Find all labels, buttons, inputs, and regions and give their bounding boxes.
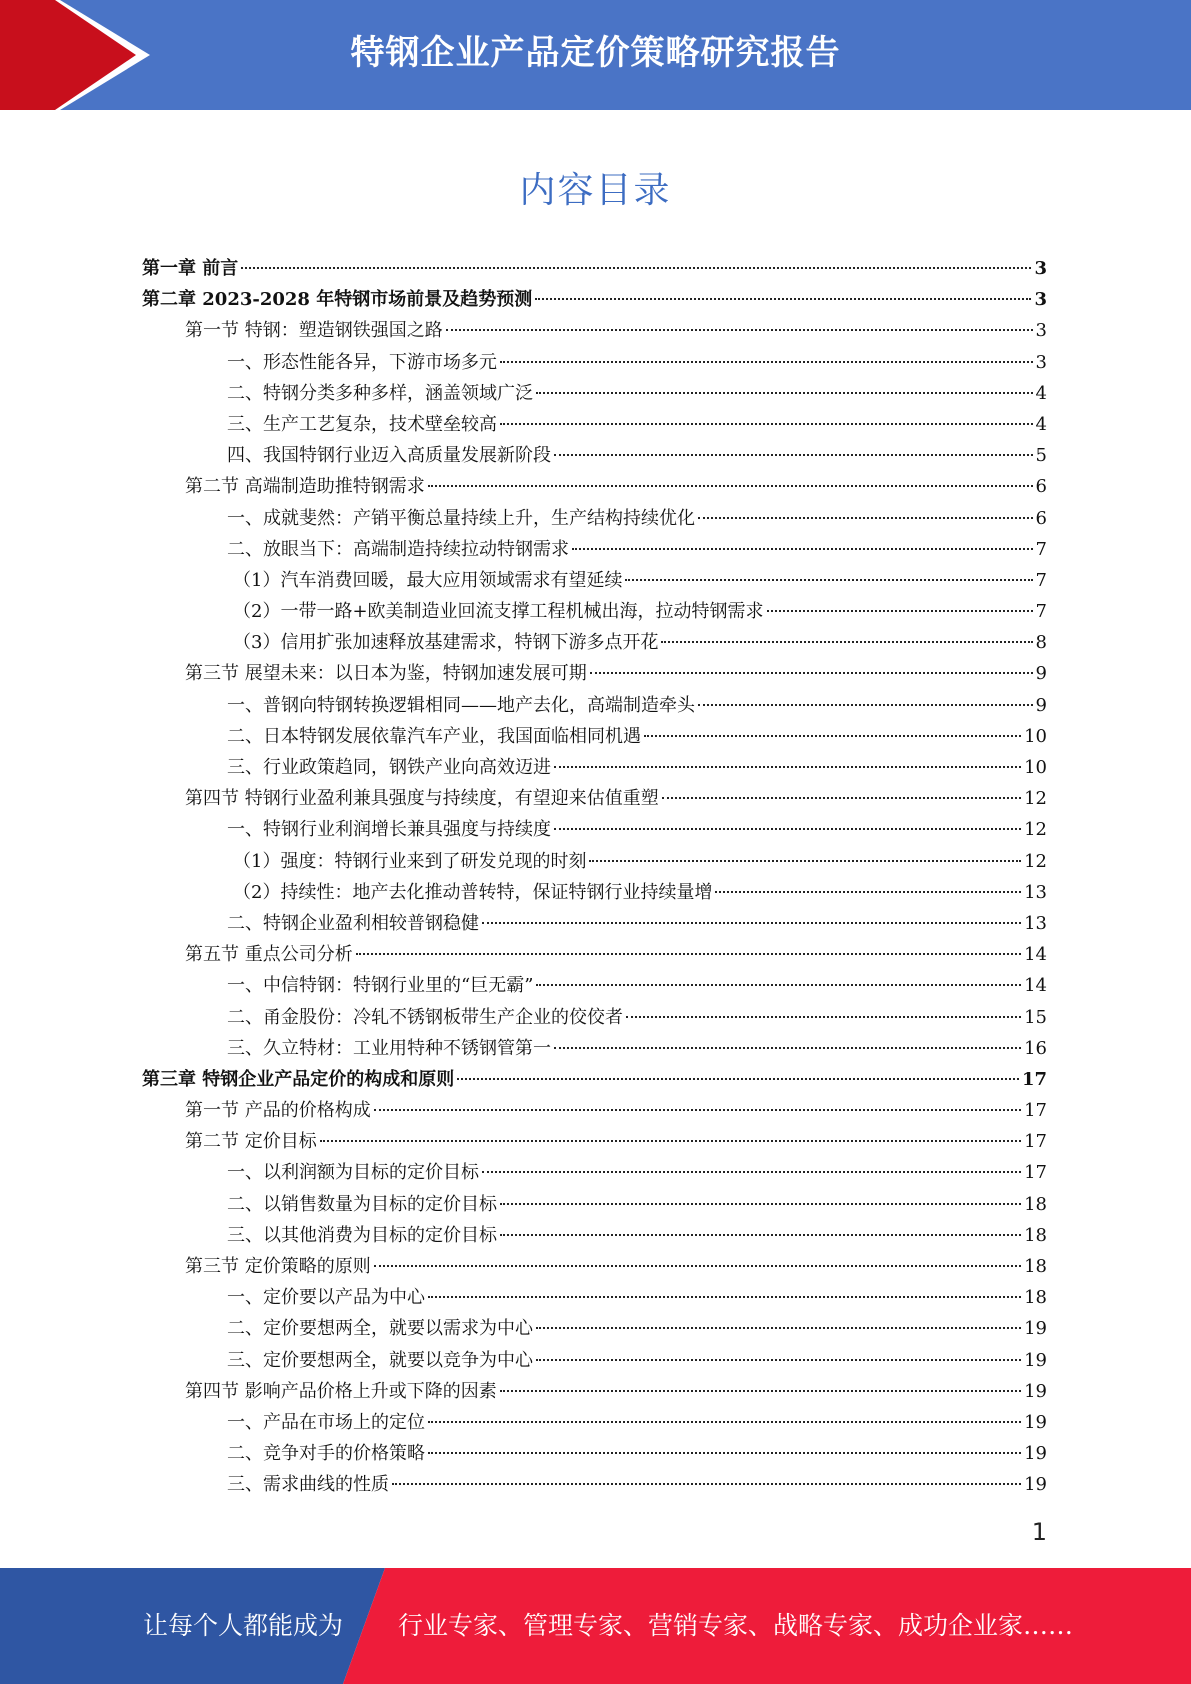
table-of-contents bbox=[142, 253, 1047, 1501]
toc-entry[interactable] bbox=[142, 939, 1047, 970]
toc-entry-page: 19 bbox=[1024, 1411, 1047, 1433]
toc-entry-label: 二、竞争对手的价格策略 bbox=[227, 1443, 425, 1465]
toc-dot-leader bbox=[428, 1296, 1021, 1298]
toc-entry-label: 一、定价要以产品为中心 bbox=[227, 1287, 425, 1309]
toc-entry[interactable] bbox=[142, 503, 1047, 534]
toc-entry-page: 10 bbox=[1024, 725, 1047, 747]
toc-entry-page: 6 bbox=[1035, 507, 1047, 529]
toc-entry-page: 7 bbox=[1035, 538, 1047, 560]
toc-entry-label: （2）持续性：地产去化推动普转特，保证特钢行业持续量增 bbox=[233, 881, 713, 903]
toc-dot-leader bbox=[554, 454, 1033, 456]
toc-entry-label: 一、普钢向特钢转换逻辑相同——地产去化，高端制造牵头 bbox=[227, 694, 695, 716]
toc-entry-label: 第二节 高端制造助推特钢需求 bbox=[185, 476, 425, 498]
toc-dot-leader bbox=[715, 891, 1021, 893]
toc-entry-page: 9 bbox=[1035, 663, 1047, 685]
toc-entry[interactable] bbox=[142, 783, 1047, 814]
footer-slogan-right: 行业专家、管理专家、营销专家、战略专家、成功企业家…… bbox=[398, 1611, 1074, 1640]
toc-entry-label: 三、需求曲线的性质 bbox=[227, 1474, 389, 1496]
toc-dot-leader bbox=[457, 1078, 1019, 1080]
toc-entry-page: 7 bbox=[1035, 601, 1047, 623]
toc-entry-label: 二、日本特钢发展依靠汽车产业，我国面临相同机遇 bbox=[227, 725, 641, 747]
toc-entry[interactable] bbox=[142, 1376, 1047, 1407]
toc-entry-label: 第二章 2023-2028 年特钢市场前景及趋势预测 bbox=[142, 289, 533, 311]
toc-entry-label: 第一节 产品的价格构成 bbox=[185, 1100, 371, 1122]
toc-entry-page: 19 bbox=[1024, 1318, 1047, 1340]
toc-dot-leader bbox=[482, 922, 1021, 924]
toc-entry-label: 第四节 影响产品价格上升或下降的因素 bbox=[185, 1380, 497, 1402]
toc-entry-page: 6 bbox=[1035, 476, 1047, 498]
toc-dot-leader bbox=[554, 766, 1021, 768]
toc-entry-label: 第三章 特钢企业产品定价的构成和原则 bbox=[142, 1068, 455, 1090]
toc-entry-page: 12 bbox=[1024, 850, 1047, 872]
toc-entry[interactable] bbox=[142, 1002, 1047, 1033]
toc-dot-leader bbox=[536, 1359, 1021, 1361]
toc-entry-label: 三、定价要想两全，就要以竞争为中心 bbox=[227, 1349, 533, 1371]
page-footer bbox=[0, 1568, 1191, 1684]
toc-entry[interactable] bbox=[142, 1469, 1047, 1500]
toc-entry-page: 5 bbox=[1035, 445, 1047, 467]
toc-dot-leader bbox=[374, 1109, 1021, 1111]
toc-entry-label: 一、以利润额为目标的定价目标 bbox=[227, 1162, 479, 1184]
toc-entry-page: 7 bbox=[1035, 569, 1047, 591]
toc-entry[interactable] bbox=[142, 534, 1047, 565]
toc-entry[interactable] bbox=[142, 846, 1047, 877]
toc-entry-label: 二、甬金股份：冷轧不锈钢板带生产企业的佼佼者 bbox=[227, 1006, 623, 1028]
toc-dot-leader bbox=[536, 984, 1021, 986]
toc-entry[interactable] bbox=[142, 565, 1047, 596]
toc-entry-page: 3 bbox=[1035, 320, 1047, 342]
toc-entry-page: 13 bbox=[1024, 881, 1047, 903]
toc-dot-leader bbox=[320, 1140, 1021, 1142]
toc-entry-page: 18 bbox=[1024, 1287, 1047, 1309]
toc-entry[interactable] bbox=[142, 440, 1047, 471]
toc-entry[interactable] bbox=[142, 627, 1047, 658]
toc-dot-leader bbox=[554, 828, 1021, 830]
toc-entry-page: 13 bbox=[1024, 912, 1047, 934]
toc-entry-page: 15 bbox=[1024, 1006, 1047, 1028]
toc-entry-label: 一、中信特钢：特钢行业里的“巨无霸” bbox=[227, 975, 534, 997]
toc-entry[interactable] bbox=[142, 814, 1047, 845]
toc-entry[interactable] bbox=[142, 970, 1047, 1001]
toc-entry-label: 第一章 前言 bbox=[142, 258, 239, 279]
toc-entry[interactable] bbox=[142, 1157, 1047, 1188]
toc-dot-leader bbox=[500, 1203, 1021, 1205]
toc-entry-label: 三、生产工艺复杂，技术壁垒较高 bbox=[227, 413, 497, 435]
toc-entry-label: 一、特钢行业利润增长兼具强度与持续度 bbox=[227, 819, 551, 841]
toc-entry[interactable] bbox=[142, 1313, 1047, 1344]
report-title: 特钢企业产品定价策略研究报告 bbox=[350, 33, 841, 73]
toc-entry-page: 16 bbox=[1024, 1037, 1047, 1059]
toc-entry-label: 第一节 特钢：塑造钢铁强国之路 bbox=[185, 320, 443, 342]
toc-entry[interactable] bbox=[142, 315, 1047, 346]
toc-dot-leader bbox=[374, 1265, 1021, 1267]
toc-entry[interactable] bbox=[142, 1095, 1047, 1126]
toc-entry-label: 三、久立特材：工业用特种不锈钢管第一 bbox=[227, 1037, 551, 1059]
toc-entry-page: 19 bbox=[1024, 1443, 1047, 1465]
toc-dot-leader bbox=[698, 704, 1033, 706]
toc-entry-label: 第二节 定价目标 bbox=[185, 1131, 317, 1153]
toc-entry[interactable] bbox=[142, 1064, 1047, 1095]
toc-entry[interactable] bbox=[142, 1407, 1047, 1438]
toc-entry-label: 第四节 特钢行业盈利兼具强度与持续度，有望迎来估值重塑 bbox=[185, 788, 659, 810]
toc-entry[interactable] bbox=[142, 1251, 1047, 1282]
toc-entry[interactable] bbox=[142, 409, 1047, 440]
toc-dot-leader bbox=[767, 610, 1033, 612]
toc-dot-leader bbox=[590, 672, 1033, 674]
toc-entry-page: 17 bbox=[1024, 1100, 1047, 1122]
toc-entry[interactable] bbox=[142, 658, 1047, 689]
toc-entry-page: 4 bbox=[1035, 413, 1047, 435]
toc-dot-leader bbox=[554, 1047, 1021, 1049]
toc-entry-label: （1）强度：特钢行业来到了研发兑现的时刻 bbox=[233, 850, 587, 872]
toc-entry-label: 四、我国特钢行业迈入高质量发展新阶段 bbox=[227, 445, 551, 467]
toc-entry-page: 18 bbox=[1024, 1193, 1047, 1215]
toc-entry-label: 一、成就斐然：产销平衡总量持续上升，生产结构持续优化 bbox=[227, 507, 695, 529]
toc-entry[interactable] bbox=[142, 378, 1047, 409]
toc-entry[interactable] bbox=[142, 1282, 1047, 1313]
toc-dot-leader bbox=[698, 517, 1033, 519]
toc-entry-page: 8 bbox=[1035, 632, 1047, 654]
page-number: 1 bbox=[1031, 1518, 1047, 1546]
toc-entry[interactable] bbox=[142, 1345, 1047, 1376]
toc-entry-page: 4 bbox=[1035, 382, 1047, 404]
toc-dot-leader bbox=[392, 1483, 1021, 1485]
toc-entry[interactable] bbox=[142, 284, 1047, 315]
toc-dot-leader bbox=[500, 1390, 1021, 1392]
toc-entry-page: 3 bbox=[1035, 351, 1047, 373]
toc-entry-page: 18 bbox=[1024, 1256, 1047, 1277]
toc-entry-label: 第三节 展望未来：以日本为鉴，特钢加速发展可期 bbox=[185, 663, 587, 685]
toc-entry[interactable] bbox=[142, 347, 1047, 378]
toc-dot-leader bbox=[428, 1421, 1021, 1423]
toc-entry-page: 14 bbox=[1024, 975, 1047, 997]
toc-entry-page: 12 bbox=[1024, 788, 1047, 810]
toc-entry-label: （2）一带一路+欧美制造业回流支撑工程机械出海，拉动特钢需求 bbox=[233, 601, 764, 623]
toc-entry[interactable] bbox=[142, 1033, 1047, 1064]
toc-entry-page: 3 bbox=[1034, 258, 1047, 279]
toc-entry[interactable] bbox=[142, 908, 1047, 939]
toc-entry-label: 一、产品在市场上的定位 bbox=[227, 1411, 425, 1433]
toc-entry-label: 二、定价要想两全，就要以需求为中心 bbox=[227, 1318, 533, 1340]
toc-entry-label: 第三节 定价策略的原则 bbox=[185, 1256, 371, 1277]
toc-entry[interactable] bbox=[142, 877, 1047, 908]
toc-entry[interactable] bbox=[142, 1438, 1047, 1469]
toc-entry[interactable] bbox=[142, 1189, 1047, 1220]
toc-entry-page: 17 bbox=[1021, 1068, 1047, 1090]
toc-entry-page: 17 bbox=[1024, 1162, 1047, 1184]
toc-dot-leader bbox=[500, 423, 1033, 425]
toc-entry-label: 第五节 重点公司分析 bbox=[185, 944, 353, 966]
toc-dot-leader bbox=[572, 548, 1033, 550]
toc-entry-page: 19 bbox=[1024, 1474, 1047, 1496]
toc-dot-leader bbox=[446, 329, 1033, 331]
toc-entry-label: （3）信用扩张加速释放基建需求，特钢下游多点开花 bbox=[233, 632, 659, 654]
toc-entry[interactable] bbox=[142, 721, 1047, 752]
toc-dot-leader bbox=[428, 1452, 1021, 1454]
toc-entry-label: 二、特钢企业盈利相较普钢稳健 bbox=[227, 912, 479, 934]
toc-entry[interactable] bbox=[142, 752, 1047, 783]
toc-entry[interactable] bbox=[142, 1220, 1047, 1251]
toc-entry[interactable] bbox=[142, 471, 1047, 502]
toc-heading: 内容目录 bbox=[519, 170, 672, 211]
toc-entry-page: 14 bbox=[1024, 944, 1047, 966]
toc-entry-page: 3 bbox=[1034, 289, 1047, 311]
toc-dot-leader bbox=[482, 1171, 1021, 1173]
toc-dot-leader bbox=[500, 361, 1033, 363]
toc-entry-label: 二、以销售数量为目标的定价目标 bbox=[227, 1193, 497, 1215]
toc-entry-label: 三、行业政策趋同，钢铁产业向高效迈进 bbox=[227, 757, 551, 778]
toc-dot-leader bbox=[241, 267, 1031, 269]
toc-entry[interactable] bbox=[142, 253, 1047, 284]
toc-entry-label: 三、以其他消费为目标的定价目标 bbox=[227, 1224, 497, 1246]
toc-dot-leader bbox=[536, 392, 1033, 394]
toc-dot-leader bbox=[644, 735, 1021, 737]
toc-entry-label: 二、特钢分类多种多样，涵盖领域广泛 bbox=[227, 382, 533, 404]
toc-dot-leader bbox=[626, 1016, 1021, 1018]
toc-entry-page: 19 bbox=[1024, 1349, 1047, 1371]
toc-entry-label: 一、形态性能各异，下游市场多元 bbox=[227, 351, 497, 373]
toc-dot-leader bbox=[536, 1327, 1021, 1329]
toc-dot-leader bbox=[661, 641, 1032, 643]
toc-entry[interactable] bbox=[142, 1126, 1047, 1157]
toc-entry-page: 18 bbox=[1024, 1224, 1047, 1246]
toc-dot-leader bbox=[535, 298, 1031, 300]
toc-entry-label: （1）汽车消费回暖，最大应用领域需求有望延续 bbox=[233, 569, 623, 591]
toc-entry-page: 9 bbox=[1035, 694, 1047, 716]
toc-dot-leader bbox=[500, 1234, 1021, 1236]
toc-dot-leader bbox=[662, 797, 1021, 799]
toc-entry-page: 19 bbox=[1024, 1380, 1047, 1402]
toc-dot-leader bbox=[625, 579, 1032, 581]
page-header bbox=[0, 0, 1191, 110]
toc-dot-leader bbox=[356, 953, 1021, 955]
toc-entry-page: 12 bbox=[1024, 819, 1047, 841]
toc-entry-page: 17 bbox=[1024, 1131, 1047, 1153]
toc-entry[interactable] bbox=[142, 690, 1047, 721]
toc-entry-label: 二、放眼当下：高端制造持续拉动特钢需求 bbox=[227, 538, 569, 560]
footer-slogan-left: 让每个人都能成为 bbox=[143, 1611, 344, 1640]
toc-dot-leader bbox=[589, 860, 1021, 862]
toc-entry-page: 10 bbox=[1024, 757, 1047, 778]
toc-entry[interactable] bbox=[142, 596, 1047, 627]
toc-dot-leader bbox=[428, 485, 1033, 487]
